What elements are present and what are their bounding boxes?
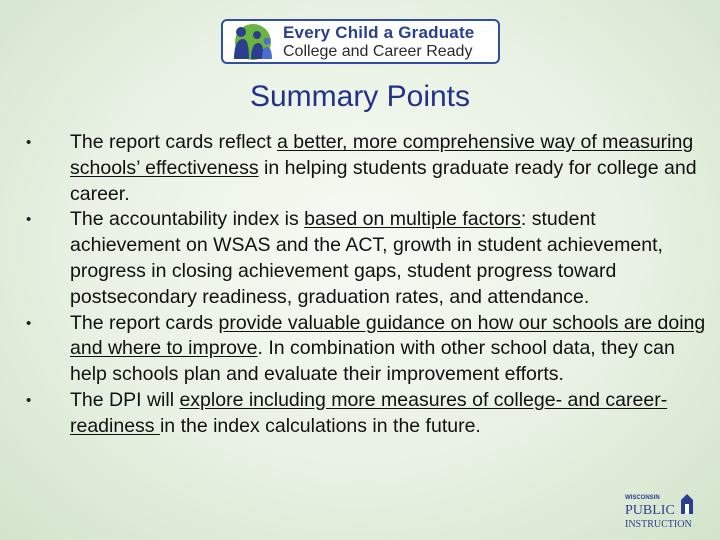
summary-point — [26, 311, 706, 388]
point-text: The DPI will — [70, 388, 180, 411]
summary-point — [26, 130, 706, 207]
point-emphasis: based on multiple factors — [304, 208, 521, 231]
point-text: The accountability index is — [70, 208, 305, 231]
point-text: in helping students graduate ready for college and career. — [70, 156, 697, 205]
bullet-icon: • — [26, 314, 32, 332]
bullet-icon: • — [26, 134, 32, 151]
summary-point — [26, 388, 706, 440]
summary-point — [26, 207, 706, 310]
bullet-icon: • — [26, 391, 32, 409]
logo-subtitle: College and Career Ready — [283, 42, 473, 60]
point-text: The report cards reflect — [70, 131, 277, 153]
logo-title: Every Child a Graduate — [283, 22, 475, 42]
point-text: The report cards — [70, 311, 219, 334]
bullet-icon: • — [26, 211, 32, 229]
point-emphasis: explore including more measures of college- and career-readiness — [70, 388, 668, 437]
family-figures-icon — [227, 21, 279, 62]
point-text: : student achievement on WSAS and the ACT, growth in student achievement, progress in closing achievement gaps, student progress toward postsecondary readiness, graduation rates, and attendance. — [70, 208, 663, 308]
svg-text:WISCONSIN: WISCONSIN — [625, 495, 660, 501]
point-text: in the index calculations in the future. — [159, 414, 481, 437]
slide-title: Summary Points — [249, 80, 471, 113]
svg-text:PUBLIC: PUBLIC — [625, 503, 675, 518]
point-text: . In combination with other school data, they can help schools plan and evaluate their improvement efforts. — [70, 337, 675, 386]
every-child-a-graduate-logo — [221, 19, 500, 64]
point-emphasis: a better, more comprehensive way of measuring schools’ effectiveness — [70, 131, 694, 179]
svg-text:INSTRUCTION: INSTRUCTION — [625, 519, 692, 530]
point-emphasis: provide valuable guidance on how our schools are doing and where to improve — [70, 311, 706, 360]
summary-points-list — [26, 130, 706, 440]
dpi-public-instruction-logo — [623, 492, 703, 532]
